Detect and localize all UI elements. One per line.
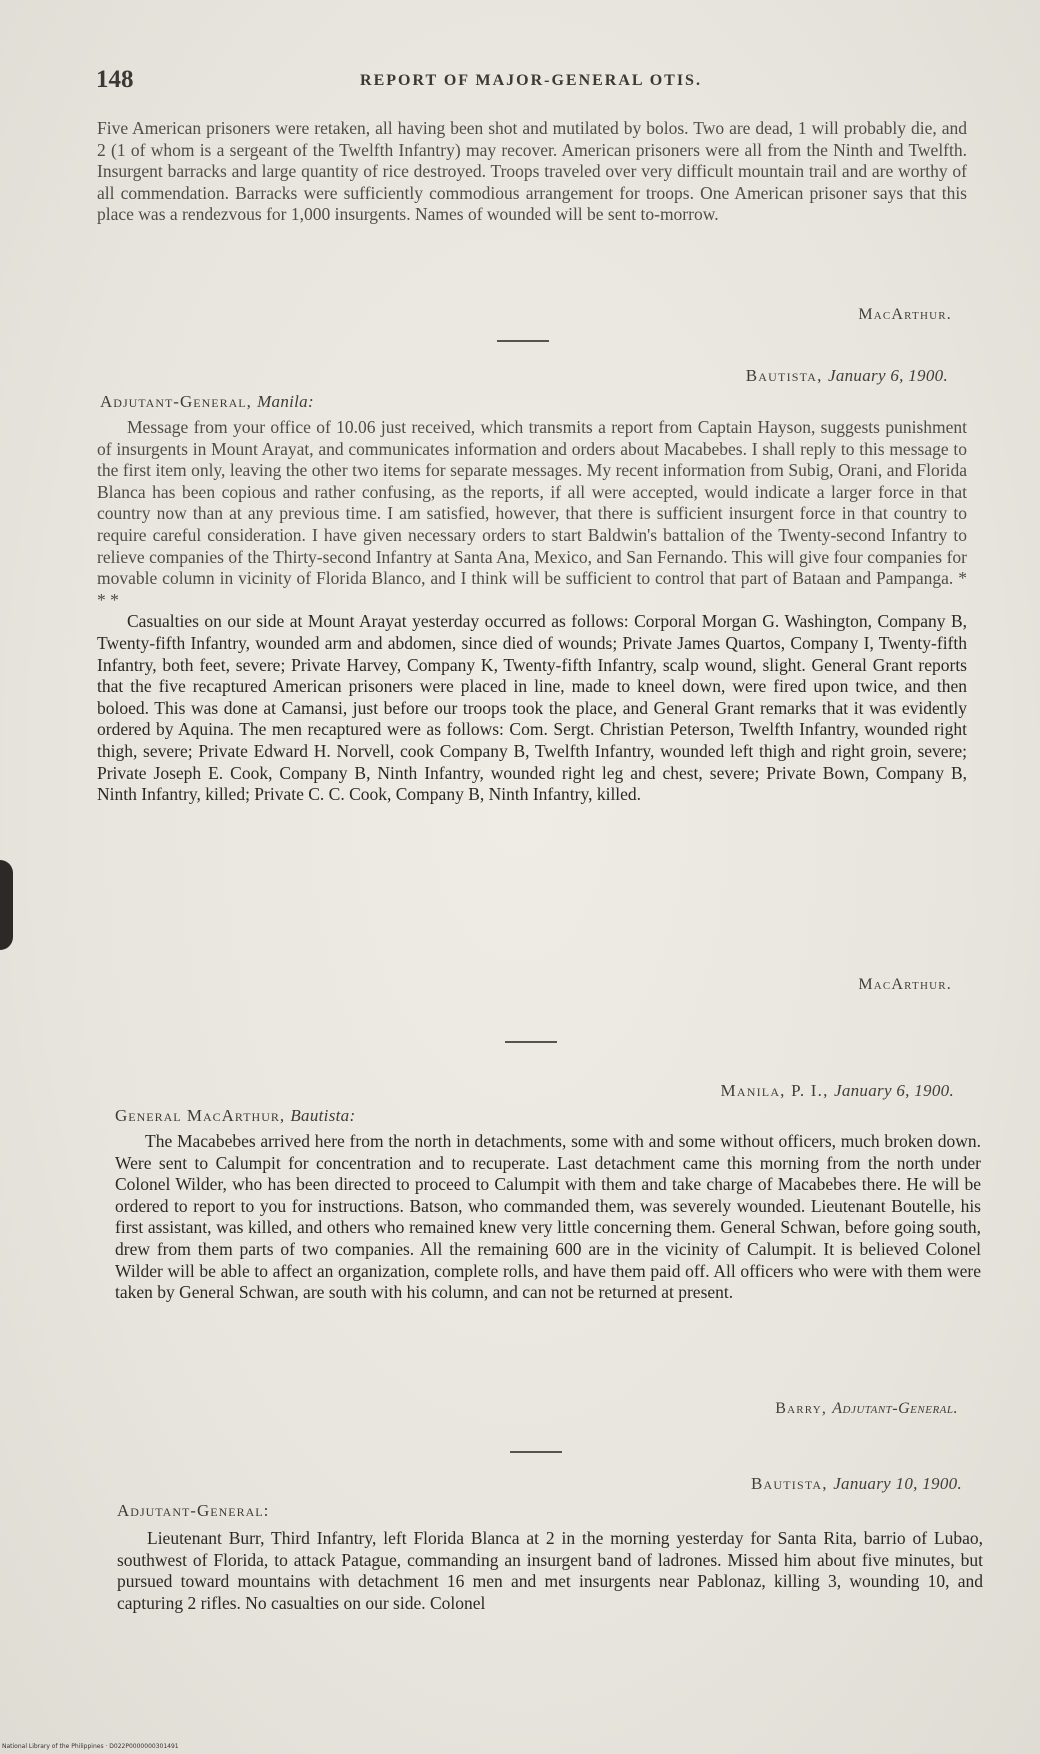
section2-signature: MacArthur. — [858, 976, 952, 993]
section3-dateline — [721, 1081, 954, 1101]
section2-paragraph-1: Message from your office of 10.06 just received, which transmits a report from Captain Hayson, suggests punishment of insurgents in Mount Arayat, and communicates information and orders about Macabebes. I shall reply to this message to the first item only, leaving the other two items for separate messages. My recent information from Subig, Orani, and Florida Blanca has been copious and rather confusing, as the reports, if all were accepted, would indicate a larger force in that country now than at any previous time. I am satisfied, however, that there is sufficient insurgent force in that country to require careful consideration. I have given necessary orders to start Baldwin's battalion of the Twenty-second Infantry to relieve companies of the Thirty-second Infantry at Santa Ana, Mexico, and San Fernando. This will give four companies for movable column in vicinity of Florida Blanco, and I think will be sufficient to control that part of Bataan and Pampanga. * * * — [97, 417, 967, 610]
dateline-place: Manila, P. I., — [720, 1081, 829, 1100]
dateline-date: January 6, 1900. — [833, 1081, 954, 1100]
dateline-date: January 10, 1900. — [833, 1474, 962, 1493]
salutation-addressee: General MacArthur, — [115, 1106, 286, 1125]
salutation-addressee: Adjutant-General, — [100, 392, 252, 411]
section3-paragraph-1: The Macabebes arrived here from the north in detachments, some with and some without officers, much broken down. Were sent to Calumpit for concentration and to recuperate. Last detachment came this morning from the north under Colonel Wilder, who has been directed to proceed to Calumpit with them and take charge of Macabebes there. He will be ordered to report to you for instructions. Batson, who commanded them, was severely wounded. Lieutenant Boutelle, his first assistant, was killed, and others who remained knew very little concerning them. General Schwan, before going south, drew from them parts of two companies. All the remaining 600 are in the vicinity of Calumpit. It is believed Colonel Wilder will be able to affect an organization, complete rolls, and have them paid off. All officers who were with them were taken by General Schwan, are south with his column, and can not be returned at present. — [115, 1131, 981, 1303]
divider — [505, 1041, 557, 1043]
section1-signature: MacArthur. — [858, 306, 952, 323]
page-header — [96, 66, 966, 96]
salutation-addressee: Adjutant-General: — [117, 1501, 270, 1520]
section2-salutation — [100, 392, 314, 412]
section1-text: Five American prisoners were retaken, all having been shot and mutilated by bolos. Two are dead, 1 will probably die, and 2 (1 of whom is a sergeant of the Twelfth Infantry) may recover. American prisoners were all from the Ninth and Twelfth. Insurgent barracks and large quantity of rice destroyed. Troops traveled over very difficult mountain trail and are worthy of all commendation. Barracks were sufficiently commodious arrangement for troops. One American prisoner says that this place was a rendezvous for 1,000 insurgents. Names of wounded will be sent to-morrow. — [97, 118, 967, 225]
salutation-place: Bautista: — [290, 1106, 356, 1125]
section3-salutation — [115, 1106, 355, 1126]
signature-title: Adjutant-General. — [832, 1400, 958, 1417]
salutation-place: Manila: — [257, 392, 314, 411]
dateline-place: Bautista, — [750, 1474, 828, 1493]
section4-salutation — [117, 1501, 269, 1521]
section3-body — [115, 1131, 981, 1304]
section3-signature — [775, 1400, 958, 1418]
divider — [497, 340, 549, 342]
section4-paragraph-1: Lieutenant Burr, Third Infantry, left Florida Blanca at 2 in the morning yesterday for Santa Rita, barrio of Lubao, southwest of Florida, to attack Patague, commanding an insurgent band of ladrones. Missed him about five minutes, but pursued toward mountains with detachment 16 men and met insurgents near Pablonaz, killing 3, wounding 10, and capturing 2 rifles. No casualties on our side. Colonel — [117, 1528, 983, 1613]
running-head: REPORT OF MAJOR-GENERAL OTIS. — [360, 72, 702, 89]
section2-paragraph-2: Casualties on our side at Mount Arayat yesterday occurred as follows: Corporal Morgan G. Washington, Company B, Twenty-fifth Infantry, wounded arm and abdomen, since died of wounds; Private James Quartos, Company I, Twenty-fifth Infantry, both feet, severe; Private Harvey, Company K, Twenty-fifth Infantry, scalp wound, slight. General Grant reports that the five recaptured American prisoners were placed in line, made to kneel down, were fired upon twice, and then boloed. This was done at Camansi, just before our troops took the place, and General Grant remarks that it was evidently ordered by Aquina. The men recaptured were as follows: Com. Sergt. Christian Peterson, Twelfth Infantry, wounded right thigh, severe; Private Edward H. Norvell, cook Company B, Twelfth Infantry, wounded left thigh and right groin, severe; Private Joseph E. Cook, Company B, Ninth Infantry, wounded right leg and chest, severe; Private Bown, Company B, Ninth Infantry, killed; Private C. C. Cook, Company B, Ninth Infantry, killed. — [97, 611, 967, 805]
binding-hole — [0, 860, 13, 950]
section2-dateline — [746, 366, 948, 386]
section4-dateline — [751, 1474, 962, 1494]
divider — [510, 1451, 562, 1453]
dateline-date: January 6, 1900. — [827, 366, 948, 385]
page-number: 148 — [96, 66, 134, 93]
dateline-place: Bautista, — [745, 366, 823, 385]
signature-name: Barry, — [775, 1400, 828, 1417]
footer-credit: National Library of the Philippines · D022P0000000301491 — [2, 1743, 179, 1750]
section4-body — [117, 1528, 983, 1614]
section2-body — [97, 417, 967, 806]
